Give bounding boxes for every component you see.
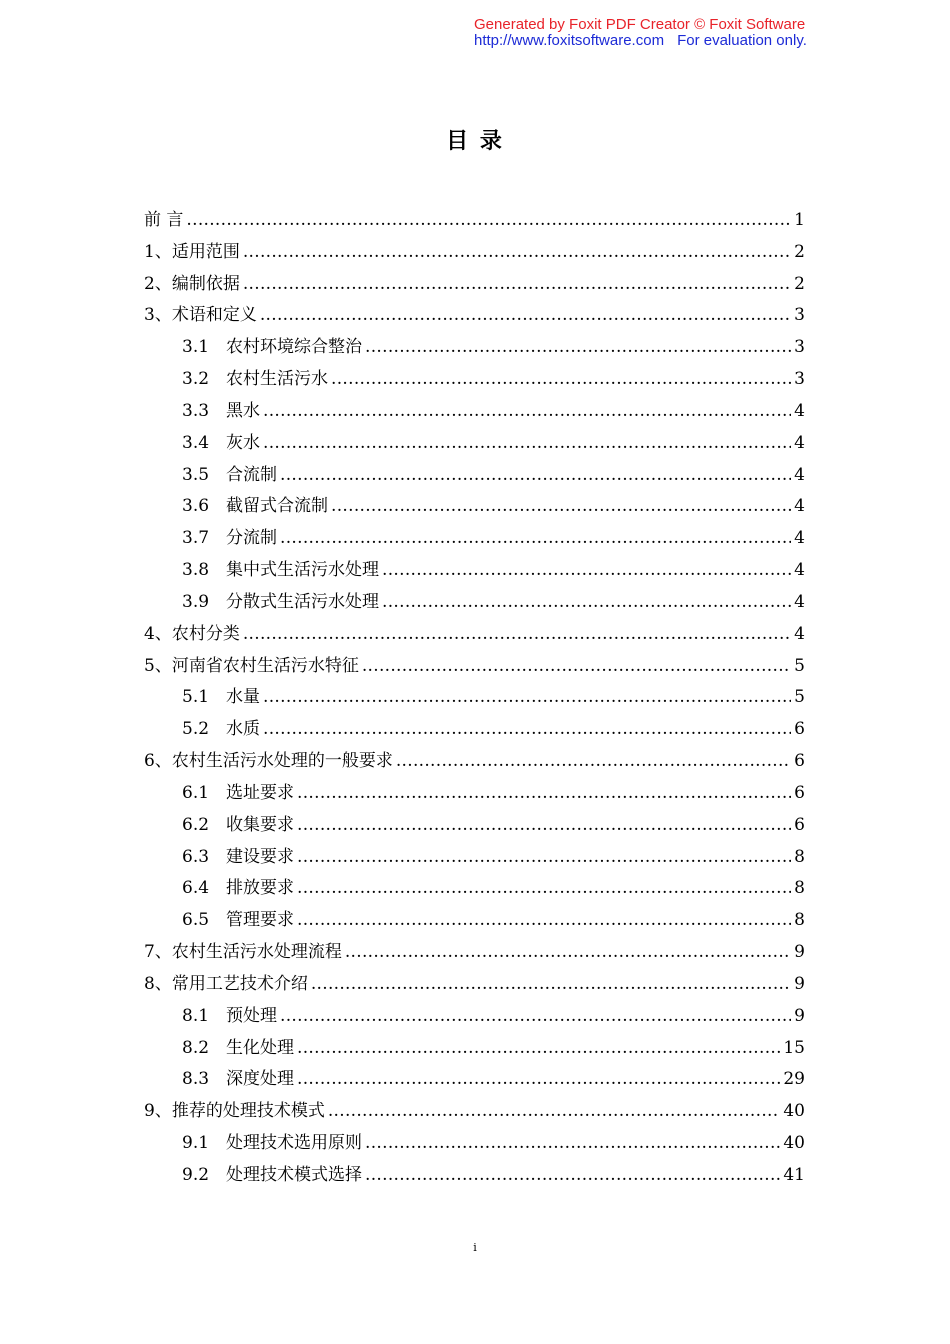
page-number: i xyxy=(473,1241,477,1254)
toc-entry-number: 6、 xyxy=(144,751,172,772)
toc-entry-page-number: 40 xyxy=(783,1133,805,1154)
toc-entry[interactable] xyxy=(144,1096,805,1128)
toc-entry-page-number: 2 xyxy=(794,273,805,294)
toc-entry-page-number: 6 xyxy=(794,814,805,835)
toc-entry-number: 9、 xyxy=(144,1101,172,1122)
toc-dot-leader xyxy=(243,237,791,269)
toc-entry-number: 6.5 xyxy=(182,910,210,931)
toc-dot-leader xyxy=(297,1064,780,1096)
toc-entry-number: 5.2 xyxy=(182,719,210,740)
toc-entry-number: 8.3 xyxy=(182,1069,210,1090)
toc-entry-page-number: 4 xyxy=(794,400,805,421)
toc-entry-label: 编制依据 xyxy=(171,273,240,294)
toc-entry-page-number: 4 xyxy=(794,560,805,581)
toc-entry[interactable] xyxy=(144,682,805,714)
toc-entry-page-number: 4 xyxy=(794,591,805,612)
watermark-evaluation-note: For evaluation only. xyxy=(677,32,807,49)
toc-entry-number: 3.3 xyxy=(182,400,210,421)
toc-entry-number: 8、 xyxy=(144,973,172,994)
toc-entry-page-number: 4 xyxy=(794,496,805,517)
toc-entry[interactable] xyxy=(144,523,805,555)
toc-entry-label: 收集要求 xyxy=(226,814,294,835)
toc-entry-number: 3.7 xyxy=(182,528,210,549)
toc-entry-page-number: 6 xyxy=(794,719,805,740)
page-title: 目 录 xyxy=(446,129,504,154)
toc-entry-label: 分散式生活污水处理 xyxy=(226,591,379,612)
toc-entry-page-number: 4 xyxy=(794,432,805,453)
toc-dot-leader xyxy=(345,937,791,969)
toc-entry[interactable] xyxy=(144,714,805,746)
watermark-url[interactable]: http://www.foxitsoftware.com xyxy=(474,32,665,49)
toc-entry-label: 建设要求 xyxy=(226,846,294,867)
toc-entry-number: 6.1 xyxy=(182,782,210,803)
toc-dot-leader xyxy=(365,332,791,364)
toc-entry[interactable] xyxy=(144,428,805,460)
toc-entry[interactable] xyxy=(144,1001,805,1033)
toc-entry-number: 3.5 xyxy=(182,464,210,485)
toc-entry-number: 8.2 xyxy=(182,1037,210,1058)
toc-entry-number: 2、 xyxy=(144,273,172,294)
toc-entry[interactable] xyxy=(144,364,805,396)
toc-dot-leader xyxy=(297,778,791,810)
toc-entry-number: 5.1 xyxy=(182,687,210,708)
toc-entry-page-number: 4 xyxy=(794,528,805,549)
toc-entry[interactable] xyxy=(144,1128,805,1160)
toc-dot-leader xyxy=(328,1096,781,1128)
toc-entry-page-number: 3 xyxy=(794,305,805,326)
toc-entry-label: 黑水 xyxy=(226,400,260,421)
toc-dot-leader xyxy=(280,1001,791,1033)
toc-entry[interactable] xyxy=(144,555,805,587)
toc-entry[interactable] xyxy=(144,491,805,523)
toc-entry-label: 处理技术选用原则 xyxy=(226,1133,362,1154)
toc-entry-label: 管理要求 xyxy=(226,910,294,931)
toc-entry-number: 9.1 xyxy=(182,1133,210,1154)
toc-entry[interactable] xyxy=(144,619,805,651)
toc-entry-label: 河南省农村生活污水特征 xyxy=(171,655,359,676)
toc-entry[interactable] xyxy=(144,460,805,492)
toc-dot-leader xyxy=(311,969,791,1001)
toc-dot-leader xyxy=(263,714,791,746)
toc-entry-page-number: 9 xyxy=(794,1005,805,1026)
toc-entry[interactable] xyxy=(144,746,805,778)
toc-entry[interactable] xyxy=(144,396,805,428)
toc-dot-leader xyxy=(243,619,791,651)
toc-entry-page-number: 15 xyxy=(783,1037,805,1058)
toc-dot-leader xyxy=(331,491,791,523)
toc-entry-label: 适用范围 xyxy=(171,241,240,262)
toc-entry-page-number: 9 xyxy=(794,973,805,994)
toc-entry-number: 3.6 xyxy=(182,496,210,517)
toc-dot-leader xyxy=(186,205,791,237)
watermark-generator-line: Generated by Foxit PDF Creator © Foxit Software xyxy=(474,16,806,33)
toc-entry-label: 农村环境综合整治 xyxy=(226,337,362,358)
toc-entry-number: 3、 xyxy=(144,305,172,326)
toc-entry-page-number: 8 xyxy=(794,910,805,931)
toc-entry-label: 水质 xyxy=(226,719,260,740)
toc-entry[interactable] xyxy=(144,873,805,905)
table-of-contents xyxy=(144,205,805,1192)
toc-entry[interactable] xyxy=(144,300,805,332)
toc-entry-page-number: 8 xyxy=(794,846,805,867)
toc-entry[interactable] xyxy=(144,1160,805,1192)
toc-entry-label: 截留式合流制 xyxy=(226,496,328,517)
toc-entry-page-number: 8 xyxy=(794,878,805,899)
toc-entry-label: 常用工艺技术介绍 xyxy=(171,973,308,994)
toc-entry-label: 术语和定义 xyxy=(171,305,257,326)
toc-entry-label: 生化处理 xyxy=(226,1037,294,1058)
toc-entry[interactable] xyxy=(144,332,805,364)
toc-dot-leader xyxy=(365,1128,780,1160)
toc-entry-label: 前 言 xyxy=(144,210,184,230)
toc-entry[interactable] xyxy=(144,651,805,683)
toc-entry-number: 3.4 xyxy=(182,432,210,453)
toc-entry-label: 灰水 xyxy=(226,432,260,453)
watermark-url-line xyxy=(474,33,807,49)
toc-entry-label: 预处理 xyxy=(226,1005,277,1026)
toc-entry-number: 9.2 xyxy=(182,1164,210,1185)
toc-entry-page-number: 3 xyxy=(794,369,805,390)
toc-entry-label: 合流制 xyxy=(226,464,277,485)
toc-entry-number: 6.4 xyxy=(182,878,210,899)
toc-entry-page-number: 4 xyxy=(794,623,805,644)
toc-entry-page-number: 41 xyxy=(783,1164,805,1185)
evaluation-watermark xyxy=(474,17,807,49)
toc-entry-number: 8.1 xyxy=(182,1005,210,1026)
toc-entry-label: 推荐的处理技术模式 xyxy=(171,1101,325,1122)
toc-entry-label: 排放要求 xyxy=(226,878,294,899)
toc-entry-page-number: 5 xyxy=(794,655,805,676)
toc-dot-leader xyxy=(263,396,791,428)
toc-entry[interactable] xyxy=(144,905,805,937)
toc-dot-leader xyxy=(396,746,791,778)
toc-entry-label: 处理技术模式选择 xyxy=(226,1164,362,1185)
toc-dot-leader xyxy=(331,364,791,396)
toc-entry-number: 3.9 xyxy=(182,591,210,612)
toc-dot-leader xyxy=(382,587,791,619)
toc-dot-leader xyxy=(362,651,791,683)
toc-dot-leader xyxy=(263,428,791,460)
toc-entry-number: 3.8 xyxy=(182,560,210,581)
toc-dot-leader xyxy=(297,1033,780,1065)
toc-entry[interactable] xyxy=(144,205,805,237)
toc-entry-label: 农村分类 xyxy=(171,623,240,644)
toc-entry[interactable] xyxy=(144,969,805,1001)
toc-entry[interactable] xyxy=(144,937,805,969)
toc-entry[interactable] xyxy=(144,1033,805,1065)
toc-entry-label: 深度处理 xyxy=(226,1069,294,1090)
toc-entry-number: 6.2 xyxy=(182,814,210,835)
toc-entry-number: 1、 xyxy=(144,241,172,262)
toc-dot-leader xyxy=(382,555,791,587)
toc-entry-page-number: 5 xyxy=(794,687,805,708)
toc-dot-leader xyxy=(280,460,791,492)
toc-entry[interactable] xyxy=(144,842,805,874)
toc-entry-number: 5、 xyxy=(144,655,172,676)
toc-entry-label: 农村生活污水 xyxy=(226,369,328,390)
toc-dot-leader xyxy=(297,873,791,905)
toc-entry-label: 分流制 xyxy=(226,528,277,549)
toc-entry-number: 7、 xyxy=(144,942,172,963)
toc-entry-label: 农村生活污水处理的一般要求 xyxy=(171,751,393,772)
toc-entry[interactable] xyxy=(144,269,805,301)
toc-dot-leader xyxy=(297,905,791,937)
toc-entry-number: 3.2 xyxy=(182,369,210,390)
toc-entry-page-number: 6 xyxy=(794,782,805,803)
toc-entry-page-number: 2 xyxy=(794,241,805,262)
toc-dot-leader xyxy=(365,1160,780,1192)
toc-dot-leader xyxy=(280,523,791,555)
toc-entry-page-number: 9 xyxy=(794,942,805,963)
toc-entry-page-number: 40 xyxy=(783,1101,805,1122)
toc-dot-leader xyxy=(297,810,791,842)
toc-entry-page-number: 1 xyxy=(794,210,805,230)
toc-dot-leader xyxy=(243,269,791,301)
toc-entry-number: 6.3 xyxy=(182,846,210,867)
toc-entry[interactable] xyxy=(144,237,805,269)
toc-entry[interactable] xyxy=(144,778,805,810)
toc-entry[interactable] xyxy=(144,587,805,619)
toc-entry[interactable] xyxy=(144,1064,805,1096)
toc-entry-page-number: 6 xyxy=(794,751,805,772)
toc-entry-page-number: 29 xyxy=(783,1069,805,1090)
toc-entry-page-number: 4 xyxy=(794,464,805,485)
toc-dot-leader xyxy=(260,300,791,332)
toc-entry[interactable] xyxy=(144,810,805,842)
toc-entry-label: 水量 xyxy=(226,687,260,708)
toc-entry-label: 集中式生活污水处理 xyxy=(226,560,379,581)
toc-dot-leader xyxy=(297,842,791,874)
toc-entry-label: 农村生活污水处理流程 xyxy=(171,942,342,963)
toc-entry-number: 4、 xyxy=(144,623,172,644)
toc-entry-number: 3.1 xyxy=(182,337,210,358)
toc-entry-label: 选址要求 xyxy=(226,782,294,803)
toc-dot-leader xyxy=(263,682,791,714)
toc-entry-page-number: 3 xyxy=(794,337,805,358)
